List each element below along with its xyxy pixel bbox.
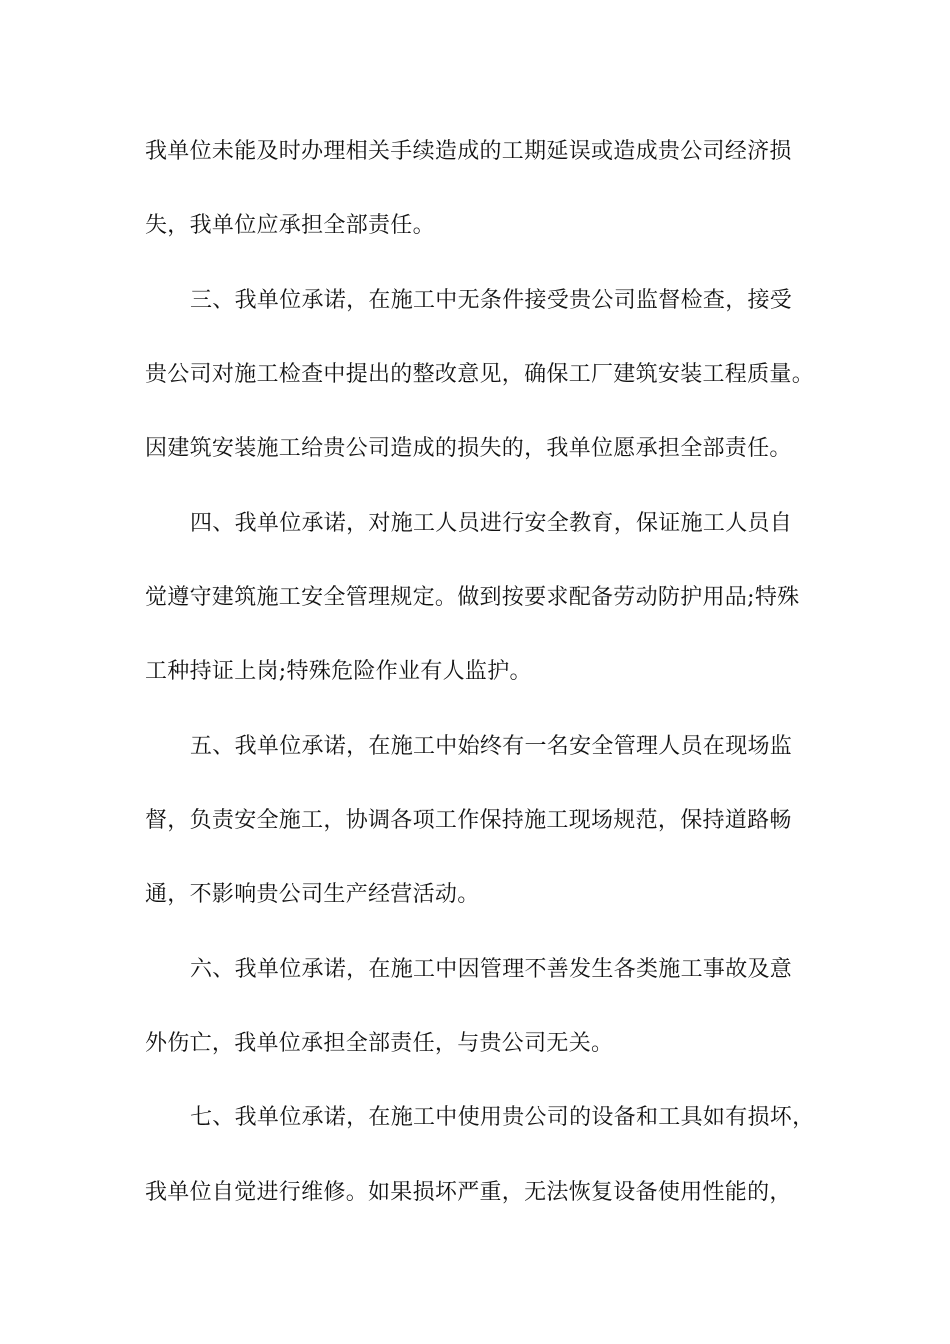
clause-seven-line-1: 七、我单位承诺，在施工中使用贵公司的设备和工具如有损坏， xyxy=(190,1105,815,1130)
clause-five-line-2: 督，负责安全施工，协调各项工作保持施工现场规范，保持道路畅 xyxy=(145,808,792,833)
clause-five-line-3: 通，不影响贵公司生产经营活动。 xyxy=(145,882,480,907)
text-line-2: 失，我单位应承担全部责任。 xyxy=(145,213,435,238)
clause-four-line-3: 工种持证上岗;特殊危险作业有人监护。 xyxy=(145,659,532,684)
clause-three-line-1: 三、我单位承诺，在施工中无条件接受贵公司监督检查，接受 xyxy=(190,288,793,313)
text-line-1: 我单位未能及时办理相关手续造成的工期延误或造成贵公司经济损 xyxy=(145,139,792,164)
clause-six-line-2: 外伤亡，我单位承担全部责任，与贵公司无关。 xyxy=(145,1031,614,1056)
clause-three-line-2: 贵公司对施工检查中提出的整改意见，确保工厂建筑安装工程质量。 xyxy=(145,362,815,387)
clause-four-line-1: 四、我单位承诺，对施工人员进行安全教育，保证施工人员自 xyxy=(190,511,793,536)
clause-seven-line-2: 我单位自觉进行维修。如果损坏严重，无法恢复设备使用性能的， xyxy=(145,1180,792,1205)
clause-five-line-1: 五、我单位承诺，在施工中始终有一名安全管理人员在现场监 xyxy=(190,734,793,759)
clause-four-line-2: 觉遵守建筑施工安全管理规定。做到按要求配备劳动防护用品;特殊 xyxy=(145,585,800,610)
clause-six-line-1: 六、我单位承诺，在施工中因管理不善发生各类施工事故及意 xyxy=(190,957,793,982)
clause-three-line-3: 因建筑安装施工给贵公司造成的损失的，我单位愿承担全部责任。 xyxy=(145,436,792,461)
